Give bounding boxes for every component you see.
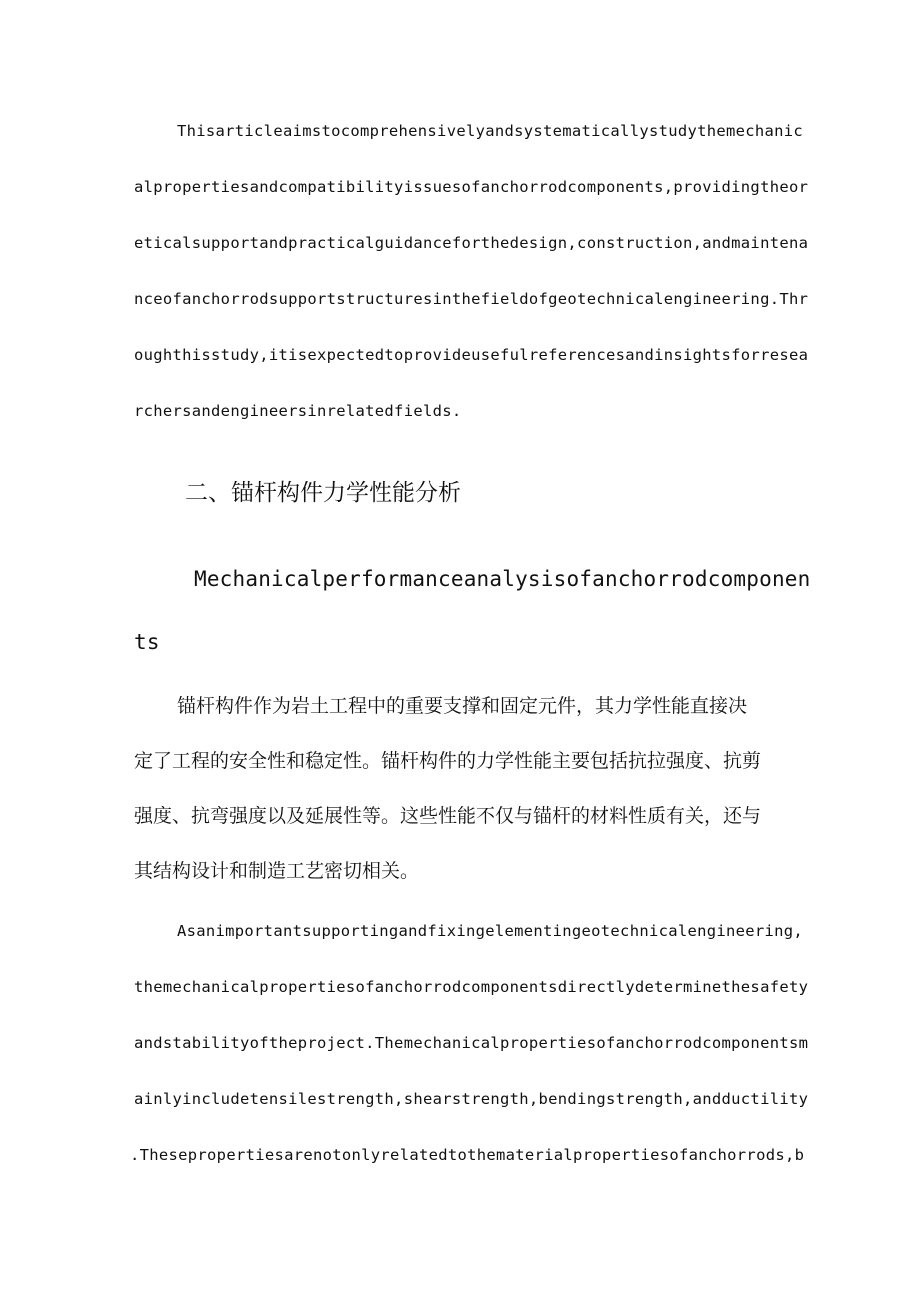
text-line: nceofanchorrodsupportstructuresinthefieldofgeotechnicalengineering.Thr [134, 290, 809, 308]
text-line: rchersandengineersinrelatedfields. [134, 402, 462, 420]
text-line: andstabilityoftheproject.Themechanicalpropertiesofanchorrodcomponentsm [134, 1034, 809, 1052]
text-line: alpropertiesandcompatibilityissuesofanchorrodcomponents,providingtheor [134, 178, 809, 196]
text-line: 其结构设计和制造工艺密切相关。 [134, 860, 420, 882]
heading-line: ts [134, 630, 160, 654]
text-line: .Thesepropertiesarenotonlyrelatedtothematerialpropertiesofanchorrods,b [130, 1146, 805, 1164]
section-heading: 二、锚杆构件力学性能分析 [185, 480, 461, 506]
text-line: Thisarticleaimstocomprehensivelyandsystematicallystudythemechanic [177, 122, 804, 140]
text-line: ainlyincludetensilestrength,shearstrength,bendingstrength,andductility [134, 1090, 809, 1108]
text-line: 定了工程的安全性和稳定性。锚杆构件的力学性能主要包括抗拉强度、抗剪 [134, 750, 762, 772]
text-line: 强度、抗弯强度以及延展性等。这些性能不仅与锚杆的材料性质有关，还与 [134, 805, 762, 827]
heading-line: Mechanicalperformanceanalysisofanchorrodcomponen [194, 567, 811, 591]
text-line: eticalsupportandpracticalguidanceforthedesign,construction,andmaintena [134, 234, 809, 252]
text-line: Asanimportantsupportingandfixingelementingeotechnicalengineering, [177, 922, 804, 940]
text-line: oughthisstudy,itisexpectedtoprovideusefulreferencesandinsightsforresea [134, 346, 809, 364]
text-line: themechanicalpropertiesofanchorrodcomponentsdirectlydeterminethesafety [134, 978, 809, 996]
text-line: 锚杆构件作为岩土工程中的重要支撑和固定元件，其力学性能直接决 [177, 695, 748, 717]
